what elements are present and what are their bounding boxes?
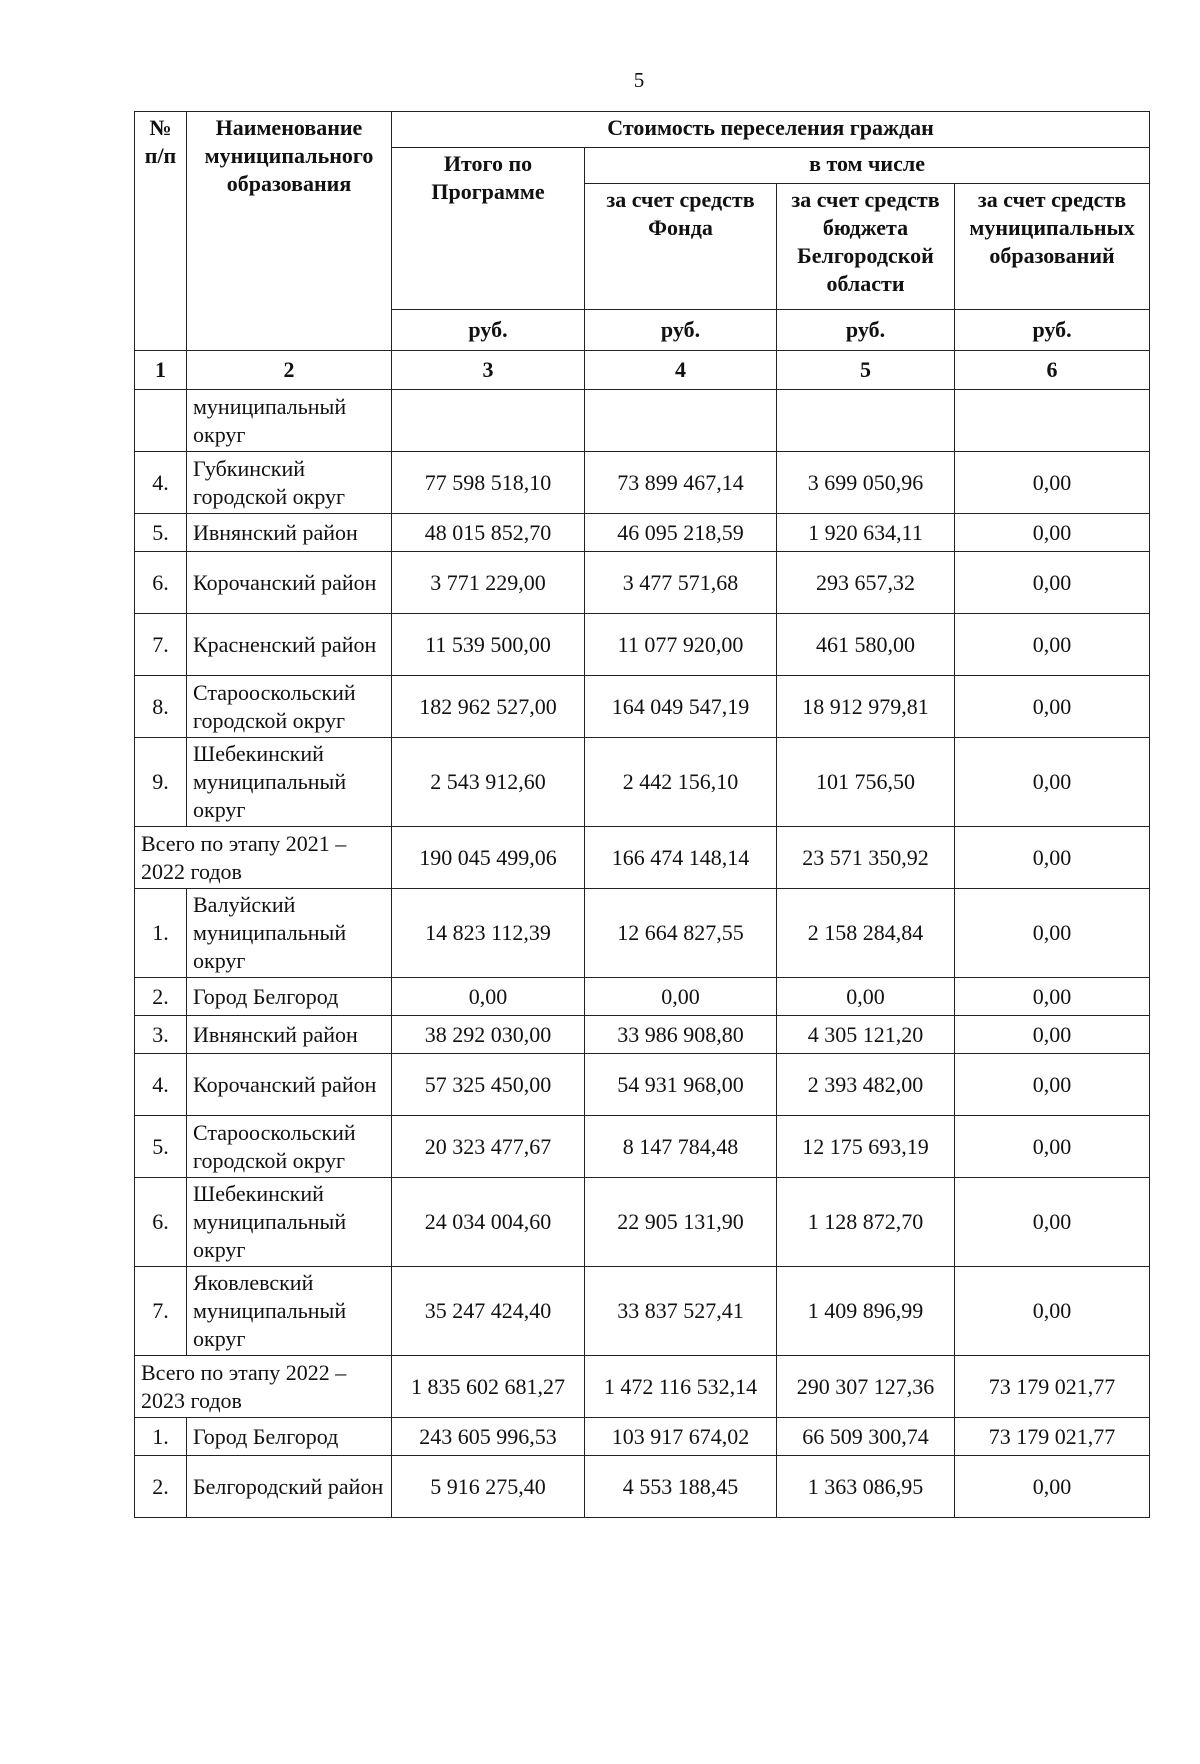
row-index: 2. — [135, 1456, 187, 1518]
municipal-budget-value: 0,00 — [955, 738, 1150, 827]
row-index: 1. — [135, 889, 187, 978]
row-index: 2. — [135, 978, 187, 1016]
regional-budget-value: 1 920 634,11 — [777, 514, 955, 552]
stage-total-label: Всего по этапу 2021 – 2022 годов — [135, 827, 392, 889]
total-program-value: 24 034 004,60 — [392, 1178, 585, 1267]
total-program-value: 1 835 602 681,27 — [392, 1356, 585, 1418]
municipality-name: Губкинский городской округ — [187, 452, 392, 514]
fund-value: 46 095 218,59 — [585, 514, 777, 552]
regional-budget-value: 2 158 284,84 — [777, 889, 955, 978]
column-number: 6 — [955, 351, 1150, 390]
header-regional: за счет средств бюджета Белгородской области — [777, 184, 955, 310]
municipal-budget-value: 0,00 — [955, 514, 1150, 552]
header-unit: руб. — [777, 310, 955, 351]
regional-budget-value: 1 128 872,70 — [777, 1178, 955, 1267]
municipal-budget-value: 0,00 — [955, 1116, 1150, 1178]
row-index: 8. — [135, 676, 187, 738]
table-row — [135, 552, 1150, 614]
regional-budget-value: 1 409 896,99 — [777, 1267, 955, 1356]
row-index: 5. — [135, 1116, 187, 1178]
fund-value: 73 899 467,14 — [585, 452, 777, 514]
municipal-budget-value: 0,00 — [955, 889, 1150, 978]
municipal-budget-value — [955, 390, 1150, 452]
fund-value: 8 147 784,48 — [585, 1116, 777, 1178]
total-program-value: 2 543 912,60 — [392, 738, 585, 827]
header-including: в том числе — [585, 148, 1150, 184]
fund-value: 33 986 908,80 — [585, 1016, 777, 1054]
row-index: 6. — [135, 1178, 187, 1267]
fund-value: 1 472 116 532,14 — [585, 1356, 777, 1418]
table-row — [135, 614, 1150, 676]
municipality-name: Город Белгород — [187, 1418, 392, 1456]
regional-budget-value: 461 580,00 — [777, 614, 955, 676]
total-program-value: 243 605 996,53 — [392, 1418, 585, 1456]
total-program-value: 77 598 518,10 — [392, 452, 585, 514]
regional-budget-value: 101 756,50 — [777, 738, 955, 827]
municipal-budget-value: 0,00 — [955, 452, 1150, 514]
regional-budget-value — [777, 390, 955, 452]
header-total-program: Итого по Программе — [392, 148, 585, 310]
header-unit: руб. — [585, 310, 777, 351]
column-number: 1 — [135, 351, 187, 390]
header-unit: руб. — [955, 310, 1150, 351]
regional-budget-value: 290 307 127,36 — [777, 1356, 955, 1418]
column-number: 5 — [777, 351, 955, 390]
total-program-value: 3 771 229,00 — [392, 552, 585, 614]
total-program-value: 0,00 — [392, 978, 585, 1016]
municipality-name: Старооскольский городской округ — [187, 1116, 392, 1178]
total-program-value: 182 962 527,00 — [392, 676, 585, 738]
fund-value: 54 931 968,00 — [585, 1054, 777, 1116]
page-number: 5 — [633, 68, 645, 92]
fund-value — [585, 390, 777, 452]
row-index: 4. — [135, 452, 187, 514]
municipal-budget-value: 73 179 021,77 — [955, 1356, 1150, 1418]
municipality-name: Белгородский район — [187, 1456, 392, 1518]
column-number: 4 — [585, 351, 777, 390]
row-index: 1. — [135, 1418, 187, 1456]
column-number: 2 — [187, 351, 392, 390]
fund-value: 22 905 131,90 — [585, 1178, 777, 1267]
regional-budget-value: 4 305 121,20 — [777, 1016, 955, 1054]
fund-value: 0,00 — [585, 978, 777, 1016]
municipality-name: Красненский район — [187, 614, 392, 676]
fund-value: 2 442 156,10 — [585, 738, 777, 827]
total-program-value: 11 539 500,00 — [392, 614, 585, 676]
municipal-budget-value: 73 179 021,77 — [955, 1418, 1150, 1456]
municipality-name: Город Белгород — [187, 978, 392, 1016]
fund-value: 3 477 571,68 — [585, 552, 777, 614]
row-index: 7. — [135, 614, 187, 676]
row-index: 3. — [135, 1016, 187, 1054]
table-row — [135, 1456, 1150, 1518]
fund-value: 11 077 920,00 — [585, 614, 777, 676]
table-row — [135, 1178, 1150, 1267]
header-fund: за счет средств Фонда — [585, 184, 777, 310]
table-row — [135, 1418, 1150, 1456]
fund-value: 166 474 148,14 — [585, 827, 777, 889]
column-number: 3 — [392, 351, 585, 390]
municipal-budget-value: 0,00 — [955, 1178, 1150, 1267]
header-cost-title: Стоимость переселения граждан — [392, 112, 1150, 148]
municipality-name: Шебекинский муниципальный округ — [187, 1178, 392, 1267]
resettlement-cost-table — [134, 111, 1150, 1518]
municipality-name: Ивнянский район — [187, 514, 392, 552]
header-municipal: за счет средств муниципальных образований — [955, 184, 1150, 310]
total-program-value: 190 045 499,06 — [392, 827, 585, 889]
municipal-budget-value: 0,00 — [955, 827, 1150, 889]
header-unit: руб. — [392, 310, 585, 351]
regional-budget-value: 0,00 — [777, 978, 955, 1016]
table-body — [135, 390, 1150, 1518]
regional-budget-value: 293 657,32 — [777, 552, 955, 614]
stage-total-row — [135, 827, 1150, 889]
municipality-name: Ивнянский район — [187, 1016, 392, 1054]
regional-budget-value: 12 175 693,19 — [777, 1116, 955, 1178]
municipal-budget-value: 0,00 — [955, 552, 1150, 614]
row-index: 6. — [135, 552, 187, 614]
table-row — [135, 452, 1150, 514]
municipality-name: Валуйский муниципальный округ — [187, 889, 392, 978]
table-row — [135, 514, 1150, 552]
municipality-name: муниципальный округ — [187, 390, 392, 452]
municipal-budget-value: 0,00 — [955, 1016, 1150, 1054]
table-row — [135, 738, 1150, 827]
municipality-name: Шебекинский муниципальный округ — [187, 738, 392, 827]
stage-total-row — [135, 1356, 1150, 1418]
fund-value: 4 553 188,45 — [585, 1456, 777, 1518]
municipal-budget-value: 0,00 — [955, 1267, 1150, 1356]
row-index: 9. — [135, 738, 187, 827]
municipality-name: Корочанский район — [187, 1054, 392, 1116]
municipal-budget-value: 0,00 — [955, 614, 1150, 676]
table-row — [135, 390, 1150, 452]
table-row — [135, 1267, 1150, 1356]
table-row — [135, 1116, 1150, 1178]
table-row — [135, 1016, 1150, 1054]
total-program-value: 20 323 477,67 — [392, 1116, 585, 1178]
total-program-value — [392, 390, 585, 452]
municipality-name: Корочанский район — [187, 552, 392, 614]
table-row — [135, 889, 1150, 978]
header-col-number: № п/п — [135, 112, 187, 351]
row-index: 4. — [135, 1054, 187, 1116]
municipality-name: Старооскольский городской округ — [187, 676, 392, 738]
regional-budget-value: 2 393 482,00 — [777, 1054, 955, 1116]
municipal-budget-value: 0,00 — [955, 978, 1150, 1016]
table-row — [135, 978, 1150, 1016]
fund-value: 164 049 547,19 — [585, 676, 777, 738]
row-index — [135, 390, 187, 452]
total-program-value: 38 292 030,00 — [392, 1016, 585, 1054]
row-index: 7. — [135, 1267, 187, 1356]
regional-budget-value: 1 363 086,95 — [777, 1456, 955, 1518]
regional-budget-value: 18 912 979,81 — [777, 676, 955, 738]
regional-budget-value: 66 509 300,74 — [777, 1418, 955, 1456]
fund-value: 103 917 674,02 — [585, 1418, 777, 1456]
fund-value: 12 664 827,55 — [585, 889, 777, 978]
total-program-value: 35 247 424,40 — [392, 1267, 585, 1356]
row-index: 5. — [135, 514, 187, 552]
table-row — [135, 1054, 1150, 1116]
regional-budget-value: 23 571 350,92 — [777, 827, 955, 889]
total-program-value: 14 823 112,39 — [392, 889, 585, 978]
municipal-budget-value: 0,00 — [955, 1054, 1150, 1116]
municipality-name: Яковлевский муниципальный округ — [187, 1267, 392, 1356]
total-program-value: 57 325 450,00 — [392, 1054, 585, 1116]
municipal-budget-value: 0,00 — [955, 676, 1150, 738]
total-program-value: 48 015 852,70 — [392, 514, 585, 552]
municipal-budget-value: 0,00 — [955, 1456, 1150, 1518]
fund-value: 33 837 527,41 — [585, 1267, 777, 1356]
regional-budget-value: 3 699 050,96 — [777, 452, 955, 514]
total-program-value: 5 916 275,40 — [392, 1456, 585, 1518]
stage-total-label: Всего по этапу 2022 – 2023 годов — [135, 1356, 392, 1418]
header-col-name: Наименование муниципального образования — [187, 112, 392, 351]
table-row — [135, 676, 1150, 738]
